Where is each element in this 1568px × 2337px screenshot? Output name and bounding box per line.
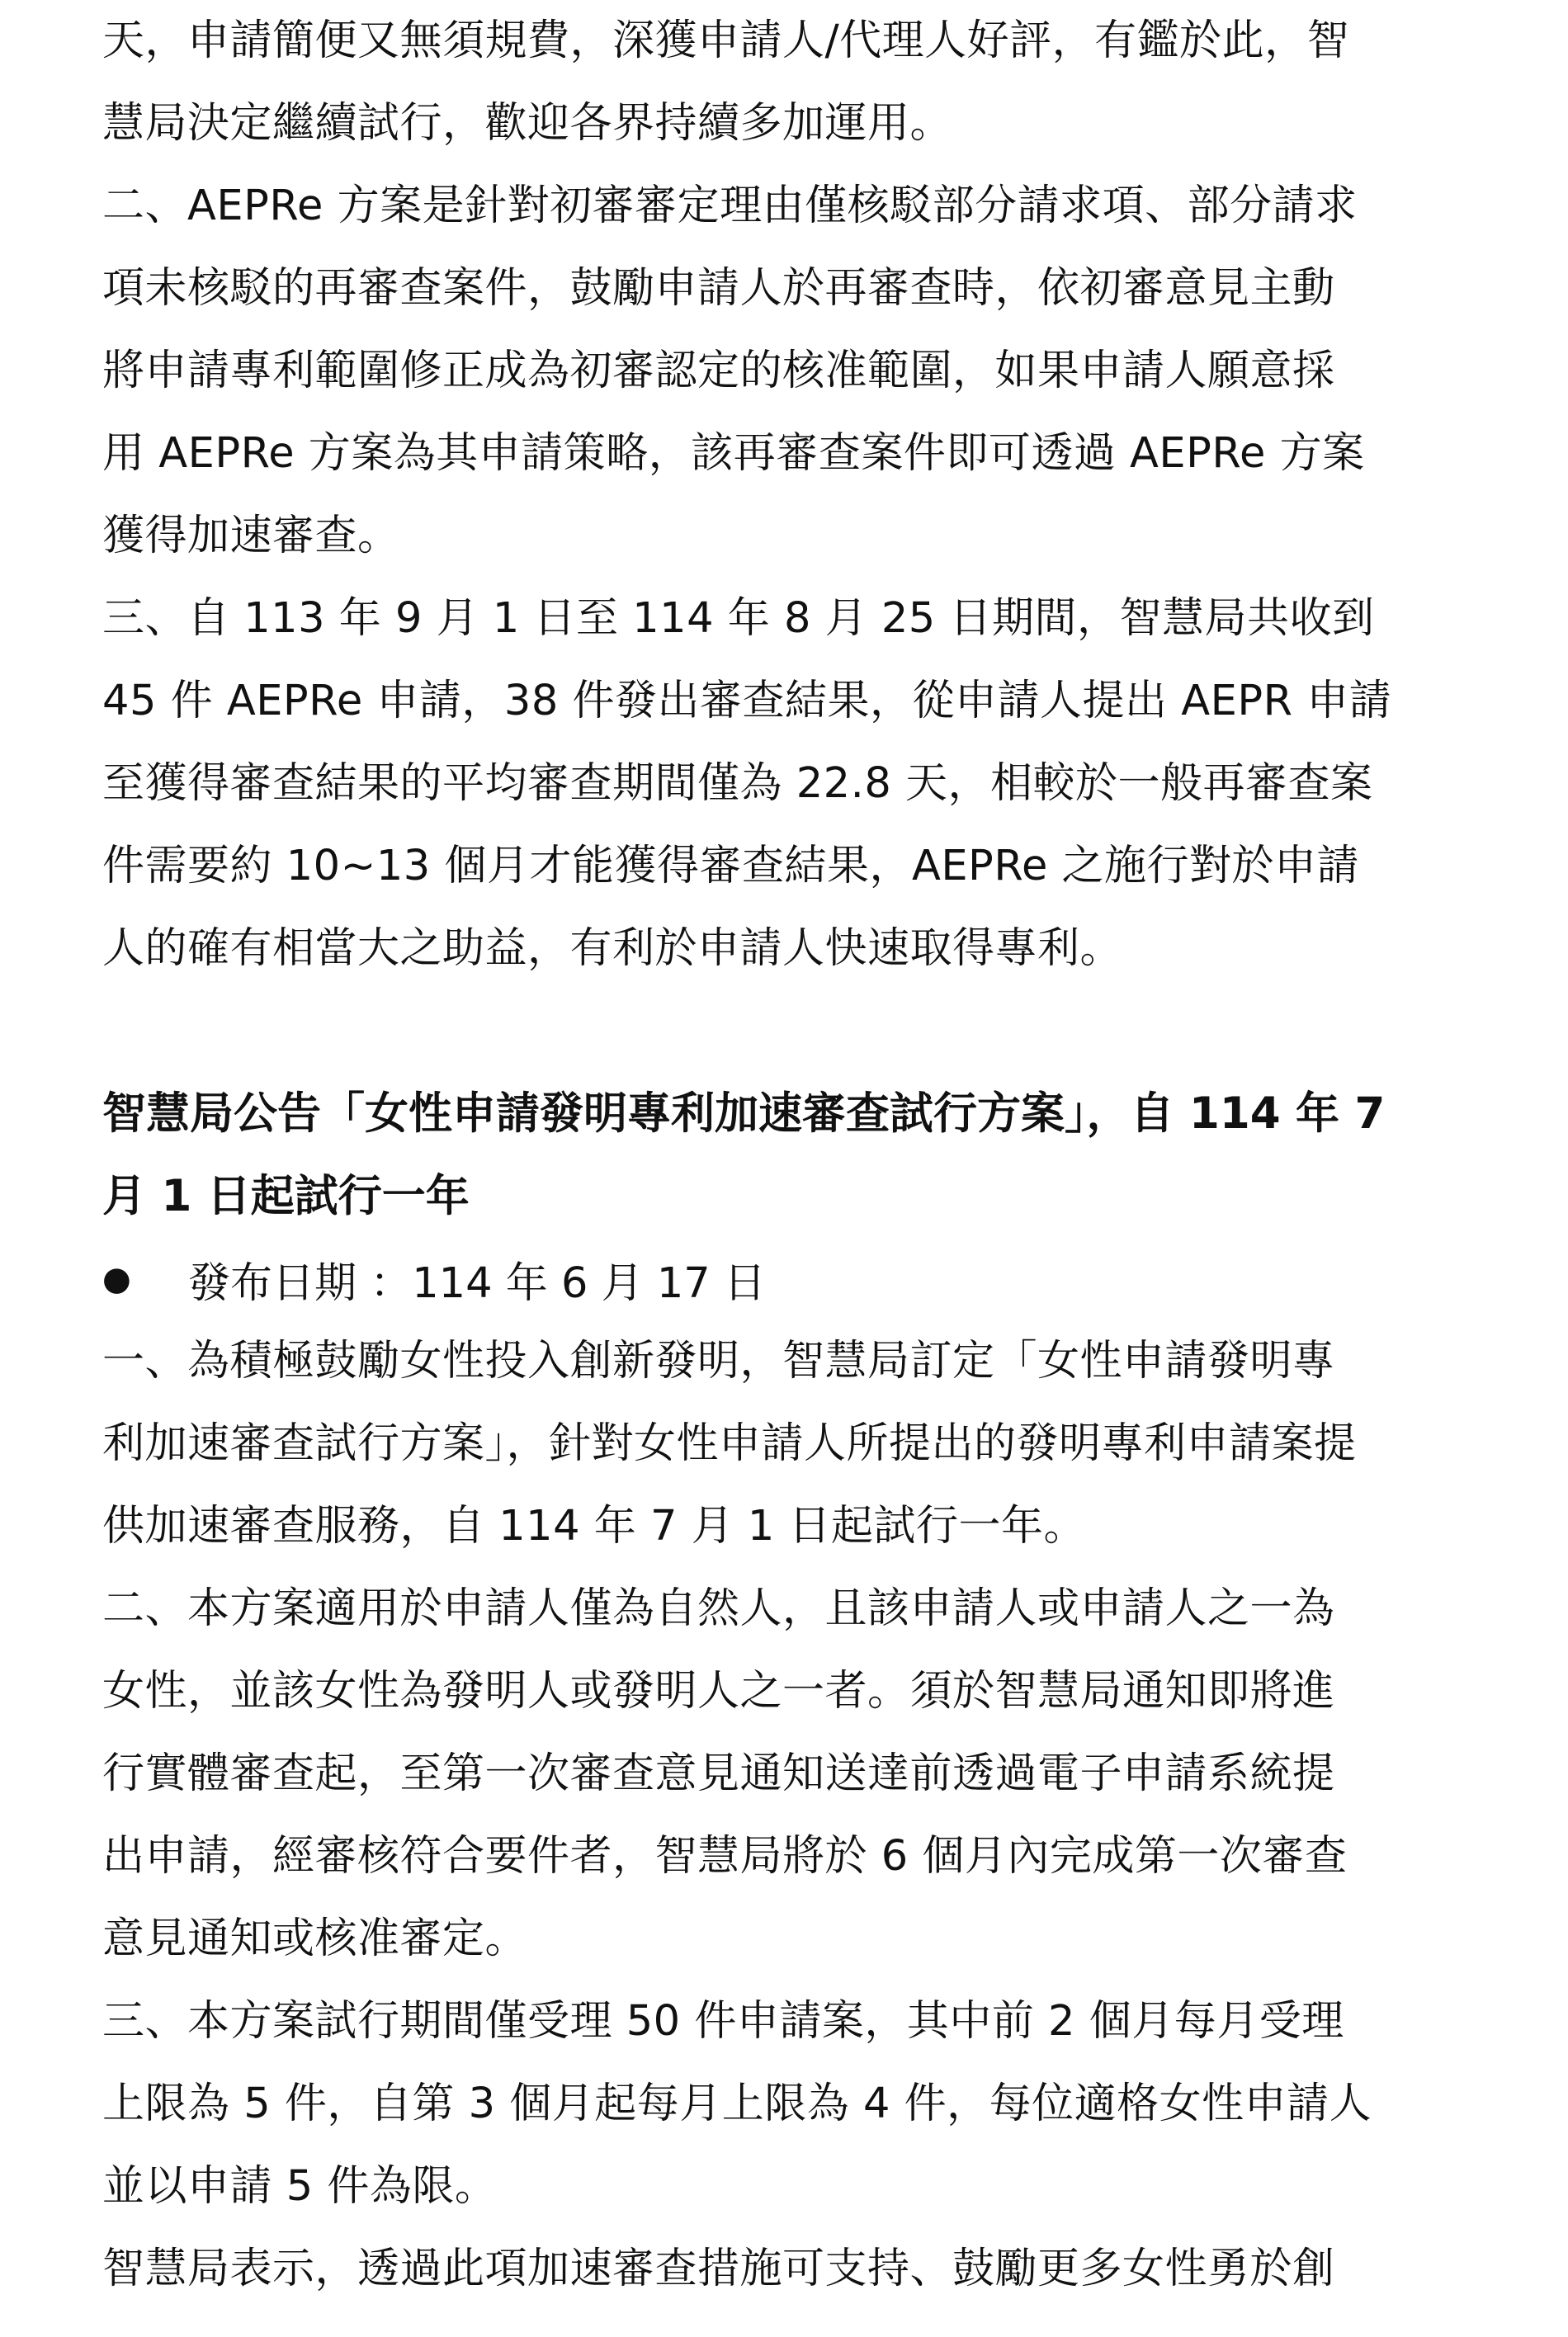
heading-line: 月 1 日起試行一年 [102, 1171, 470, 1221]
text-line: 用 AEPRe 方案為其申請策略，該再審查案件即可透過 AEPRe 方案 [102, 429, 1365, 478]
text-line: 智慧局表示，透過此項加速審查措施可支持、鼓勵更多女性勇於創 [102, 2245, 1335, 2293]
text-line: 至獲得審查結果的平均審查期間僅為 22.8 天，相較於一般再審查案 [102, 759, 1373, 808]
article2-closing-paragraph [102, 2228, 1530, 2311]
text-line: 上限為 5 件，自第 3 個月起每月上限為 4 件，每位適格女性申請人 [102, 2080, 1372, 2128]
text-line: 慧局決定繼續試行，歡迎各界持續多加運用。 [102, 99, 953, 148]
text-line: 獲得加速審查。 [102, 512, 400, 560]
text-line: 供加速審查服務，自 114 年 7 月 1 日起試行一年。 [102, 1502, 1087, 1551]
heading-line: 智慧局公告「女性申請發明專利加速審查試行方案」，自 114 年 7 [102, 1088, 1386, 1139]
text-line: 人的確有相當大之助益，有利於申請人快速取得專利。 [102, 924, 1123, 973]
text-line: 意見通知或核准審定。 [102, 1914, 528, 1963]
article1-point-3-paragraph [102, 578, 1530, 990]
text-line: 利加速審查試行方案」，針對女性申請人所提出的發明專利申請案提 [102, 1419, 1357, 1468]
text-line: 女性，並該女性為發明人或發明人之一者。須於智慧局通知即將進 [102, 1667, 1335, 1716]
publish-date: 發布日期 ：114 年 6 月 17 日 [188, 1259, 766, 1308]
article1-point-2-paragraph [102, 165, 1530, 578]
text-line: 二、本方案適用於申請人僅為自然人，且該申請人或申請人之一為 [102, 1584, 1335, 1633]
text-line: 並以申請 5 件為限。 [102, 2162, 498, 2211]
publish-date-item [102, 1238, 1530, 1320]
article2-point-2-paragraph [102, 1568, 1530, 1981]
text-line: 一、為積極鼓勵女性投入創新發明，智慧局訂定「女性申請發明專 [102, 1337, 1335, 1386]
text-line: 天，申請簡便又無須規費，深獲申請人/代理人好評，有鑑於此，智 [102, 17, 1350, 65]
text-line: 三、自 113 年 9 月 1 日至 114 年 8 月 25 日期間，智慧局共收到 [102, 594, 1375, 643]
text-line: 將申請專利範圍修正成為初審認定的核准範圍，如果申請人願意採 [102, 347, 1335, 395]
text-line: 三、本方案試行期間僅受理 50 件申請案，其中前 2 個月每月受理 [102, 1997, 1344, 2046]
text-line: 件需要約 10~13 個月才能獲得審查結果，AEPRe 之施行對於申請 [102, 842, 1360, 890]
text-line: 出申請，經審核符合要件者，智慧局將於 6 個月內完成第一次審查 [102, 1832, 1348, 1881]
bullet-icon: ● [102, 1260, 131, 1298]
text-line: 行實體審查起，至第一次審查意見通知送達前透過電子申請系統提 [102, 1749, 1335, 1798]
text-line: 二、AEPRe 方案是針對初審審定理由僅核駁部分請求項、部分請求 [102, 182, 1358, 230]
text-line: 項未核駁的再審查案件，鼓勵申請人於再審查時，依初審意見主動 [102, 264, 1335, 313]
article2-heading [102, 1073, 1530, 1238]
document-page [102, 0, 1530, 2311]
article1-intro-paragraph [102, 0, 1530, 165]
section-spacer [102, 990, 1530, 1073]
text-line: 45 件 AEPRe 申請，38 件發出審查結果，從申請人提出 AEPR 申請 [102, 677, 1392, 725]
article2-point-1-paragraph [102, 1320, 1530, 1568]
article2-point-3-paragraph [102, 1981, 1530, 2228]
